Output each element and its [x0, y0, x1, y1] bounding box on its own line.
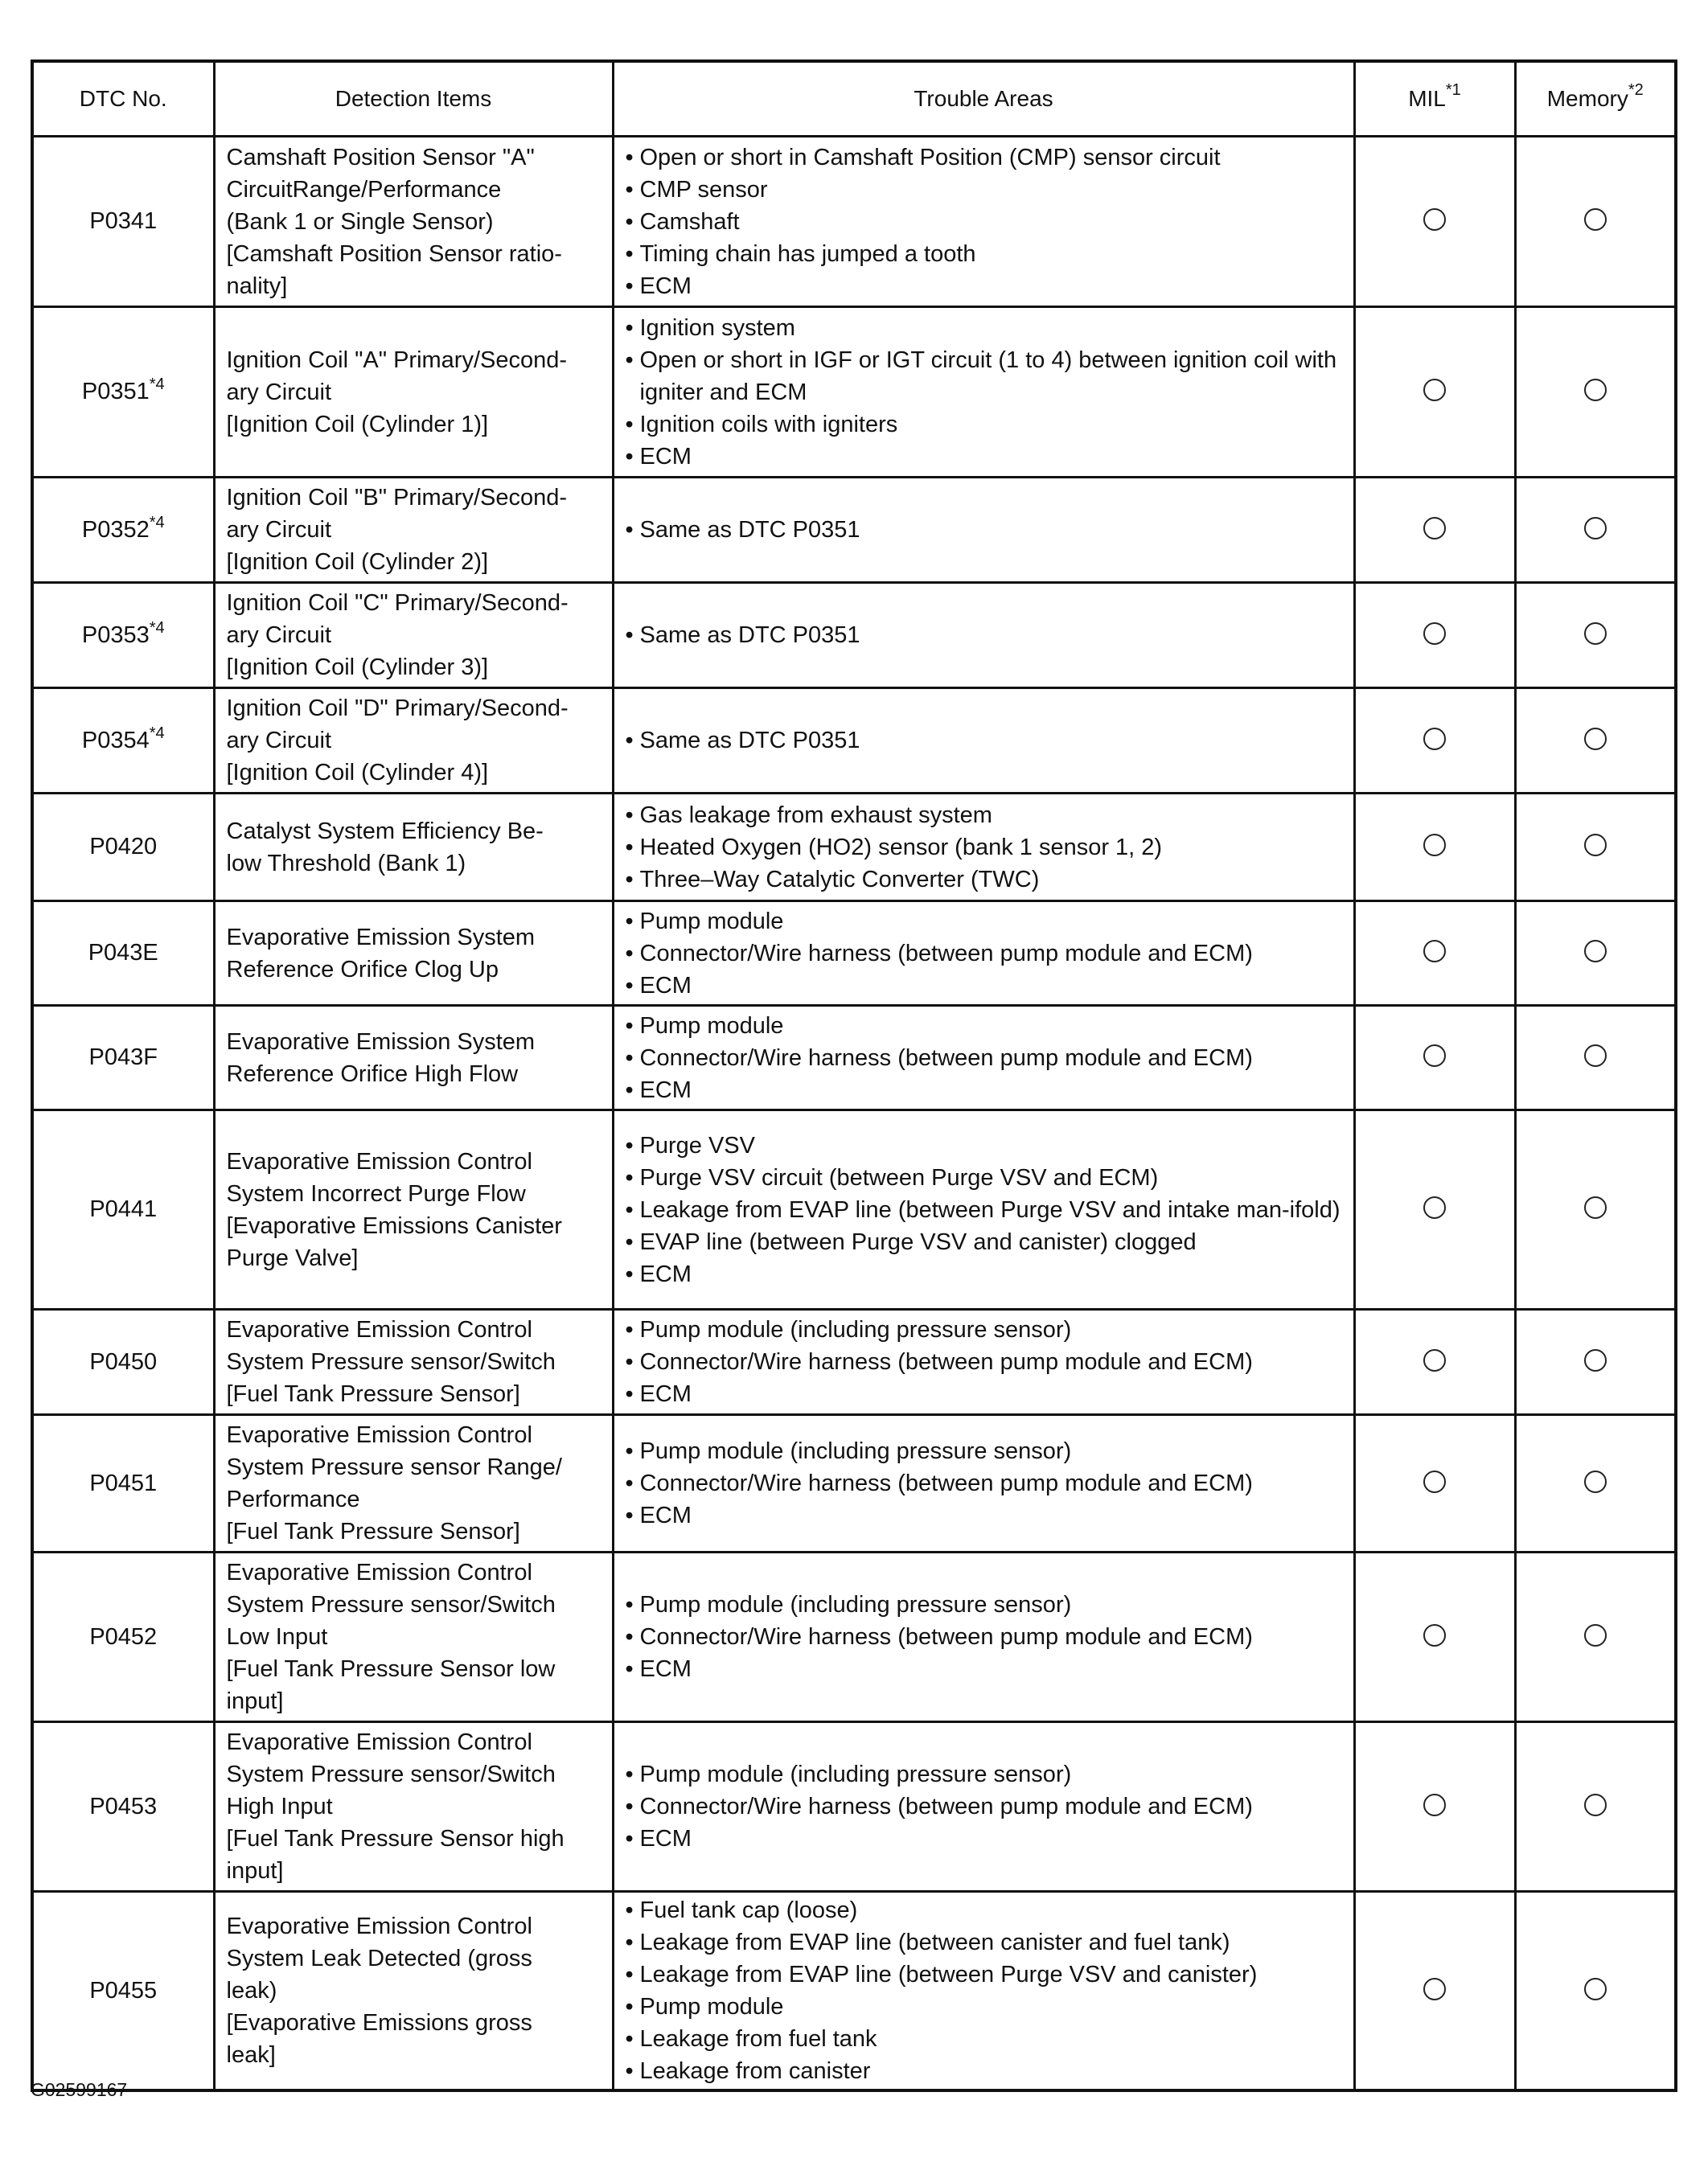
mil-cell: [1354, 478, 1515, 583]
trouble-area-text: Ignition coils with igniters: [639, 411, 898, 437]
trouble-area-item: [626, 1010, 1345, 1042]
bullet-icon: •: [625, 1762, 634, 1787]
trouble-area-text: ECM: [639, 1503, 692, 1528]
memory-circle-icon: [1584, 1794, 1607, 1816]
bullet-icon: •: [625, 1164, 634, 1191]
detection-item: Evaporative Emission Control System Pressure sensor/Switch Low Input [Fuel Tank Pressure Sensor low input]: [214, 1553, 613, 1722]
detection-item: Evaporative Emission Control System Leak Detected (gross leak) [Evaporative Emissions gross leak]: [214, 1892, 613, 2091]
trouble-area-text: ECM: [639, 1656, 692, 1682]
trouble-area-item: [626, 1499, 1345, 1532]
trouble-areas-cell: [613, 137, 1354, 307]
dtc-code: P043F: [88, 1044, 158, 1070]
detection-item: Ignition Coil "C" Primary/Second- ary Circuit [Ignition Coil (Cylinder 3)]: [214, 583, 613, 688]
dtc-code: P0455: [89, 1977, 158, 2004]
dtc-code-cell: [32, 1722, 214, 1892]
dtc-code: P0354: [81, 727, 150, 753]
memory-cell: [1515, 1553, 1676, 1722]
trouble-area-item: [626, 1959, 1345, 1991]
bullet-icon: •: [625, 347, 634, 373]
dtc-footnote-mark: *4: [149, 375, 165, 393]
dtc-code-cell: [32, 794, 214, 901]
mil-circle-icon: [1423, 517, 1446, 539]
trouble-area-text: EVAP line (between Purge VSV and canister) clogged: [639, 1229, 1197, 1255]
mil-cell: [1354, 1006, 1515, 1110]
dtc-code-cell: [32, 1110, 214, 1310]
trouble-area-text: Purge VSV circuit (between Purge VSV and ECM): [639, 1164, 1159, 1191]
trouble-area-text: Open or short in Camshaft Position (CMP) sensor circuit: [639, 144, 1221, 170]
bullet-icon: •: [625, 908, 634, 934]
mil-cell: [1354, 1892, 1515, 2091]
trouble-area-text: Pump module: [639, 908, 784, 934]
trouble-area-item: [626, 1991, 1345, 2023]
mil-circle-icon: [1423, 379, 1446, 401]
trouble-area-text: Pump module (including pressure sensor): [639, 1762, 1072, 1787]
detection-item: Catalyst System Efficiency Be- low Threshold (Bank 1): [214, 794, 613, 901]
trouble-area-item: [626, 441, 1345, 473]
bullet-icon: •: [625, 1438, 634, 1464]
header-memory-label: Memory: [1546, 86, 1628, 111]
bullet-icon: •: [625, 1930, 634, 1955]
header-detection-items: Detection Items: [214, 61, 613, 137]
dtc-code-cell: [32, 688, 214, 794]
trouble-area-text: Same as DTC P0351: [639, 622, 860, 648]
bullet-icon: •: [625, 1624, 634, 1650]
bullet-icon: •: [625, 208, 634, 235]
header-trouble-areas: Trouble Areas: [613, 61, 1354, 137]
trouble-area-item: [626, 1653, 1345, 1685]
detection-item: Evaporative Emission Control System Pressure sensor/Switch High Input [Fuel Tank Pressure Sensor high input]: [214, 1722, 613, 1892]
trouble-area-item: [626, 1346, 1345, 1378]
bullet-icon: •: [625, 834, 634, 860]
mil-circle-icon: [1423, 1471, 1446, 1493]
trouble-areas-cell: [613, 1110, 1354, 1310]
header-row: [32, 61, 1676, 137]
memory-cell: [1515, 1892, 1676, 2091]
trouble-area-text: ECM: [639, 1261, 692, 1287]
trouble-area-item: [626, 1194, 1345, 1226]
header-mil: [1354, 61, 1515, 137]
trouble-area-item: [626, 270, 1345, 302]
memory-circle-icon: [1584, 1471, 1607, 1493]
mil-cell: [1354, 1553, 1515, 1722]
memory-circle-icon: [1584, 728, 1607, 750]
mil-circle-icon: [1423, 834, 1446, 856]
detection-item: Evaporative Emission Control System Pressure sensor Range/ Performance [Fuel Tank Pressure Sensor]: [214, 1415, 613, 1553]
trouble-areas-list: [626, 1589, 1345, 1685]
memory-cell: [1515, 1110, 1676, 1310]
trouble-areas-list: [626, 1758, 1345, 1855]
trouble-area-item: [626, 1926, 1345, 1959]
memory-cell: [1515, 583, 1676, 688]
mil-circle-icon: [1423, 1624, 1446, 1647]
bullet-icon: •: [625, 314, 634, 341]
trouble-area-item: [626, 1758, 1345, 1791]
memory-cell: [1515, 901, 1676, 1006]
trouble-area-item: [626, 312, 1345, 344]
bullet-icon: •: [625, 2058, 634, 2084]
header-mil-label: MIL: [1408, 86, 1446, 111]
memory-circle-icon: [1584, 208, 1607, 231]
trouble-area-text: Connector/Wire harness (between pump module and ECM): [639, 1349, 1253, 1375]
trouble-areas-list: [626, 905, 1345, 1002]
bullet-icon: •: [625, 1077, 634, 1103]
bullet-icon: •: [625, 1012, 634, 1039]
dtc-code: P0453: [89, 1793, 158, 1819]
trouble-areas-list: [626, 1314, 1345, 1410]
mil-circle-icon: [1423, 1196, 1446, 1219]
trouble-area-text: Leakage from fuel tank: [639, 2026, 877, 2052]
trouble-area-text: Three–Way Catalytic Converter (TWC): [639, 866, 1040, 892]
trouble-area-text: Leakage from EVAP line (between Purge VSV and canister): [639, 1962, 1258, 1988]
mil-cell: [1354, 137, 1515, 307]
trouble-areas-list: [626, 1010, 1345, 1106]
dtc-code: P0452: [89, 1623, 158, 1650]
dtc-code: P0353: [81, 621, 150, 648]
bullet-icon: •: [625, 972, 634, 999]
detection-item: Evaporative Emission System Reference Orifice High Flow: [214, 1006, 613, 1110]
trouble-area-item: [626, 1042, 1345, 1074]
detection-item: Evaporative Emission System Reference Orifice Clog Up: [214, 901, 613, 1006]
trouble-areas-list: [626, 724, 1345, 757]
bullet-icon: •: [625, 1317, 634, 1343]
trouble-areas-cell: [613, 794, 1354, 901]
mil-circle-icon: [1423, 208, 1446, 231]
memory-circle-icon: [1584, 1978, 1607, 2000]
trouble-area-text: Connector/Wire harness (between pump module and ECM): [639, 1471, 1253, 1496]
trouble-area-item: [626, 1378, 1345, 1410]
memory-circle-icon: [1584, 834, 1607, 856]
trouble-areas-cell: [613, 688, 1354, 794]
dtc-code: P0341: [89, 208, 158, 234]
trouble-areas-list: [626, 799, 1345, 896]
trouble-area-item: [626, 238, 1345, 270]
dtc-code-cell: [32, 137, 214, 307]
detection-item: Ignition Coil "D" Primary/Second- ary Circuit [Ignition Coil (Cylinder 4)]: [214, 688, 613, 794]
bullet-icon: •: [625, 1503, 634, 1528]
trouble-area-text: Connector/Wire harness (between pump module and ECM): [639, 1044, 1253, 1071]
trouble-areas-cell: [613, 1553, 1354, 1722]
trouble-area-item: [626, 344, 1345, 408]
trouble-area-item: [626, 1258, 1345, 1290]
trouble-areas-list: [626, 514, 1345, 546]
dtc-footnote-mark: *4: [149, 724, 165, 742]
dtc-code: P0420: [89, 834, 158, 859]
bullet-icon: •: [625, 240, 634, 267]
bullet-icon: •: [625, 802, 634, 828]
mil-circle-icon: [1423, 622, 1446, 645]
trouble-area-text: Pump module (including pressure sensor): [639, 1317, 1072, 1343]
trouble-area-item: [626, 799, 1345, 831]
mil-cell: [1354, 794, 1515, 901]
trouble-area-text: ECM: [639, 273, 692, 299]
memory-circle-icon: [1584, 1624, 1607, 1647]
bullet-icon: •: [625, 1229, 634, 1255]
figure-id: G02599167: [31, 2079, 128, 2100]
trouble-area-item: [626, 831, 1345, 864]
detection-item: Evaporative Emission Control System Pressure sensor/Switch [Fuel Tank Pressure Sensor]: [214, 1310, 613, 1415]
mil-circle-icon: [1423, 1044, 1446, 1067]
trouble-area-text: Leakage from EVAP line (between canister and fuel tank): [639, 1930, 1230, 1955]
dtc-code-cell: [32, 1310, 214, 1415]
memory-cell: [1515, 1722, 1676, 1892]
dtc-code-cell: [32, 478, 214, 583]
dtc-footnote-mark: *4: [149, 513, 165, 531]
table-row: [32, 307, 1676, 478]
memory-cell: [1515, 137, 1676, 307]
mil-circle-icon: [1423, 1349, 1446, 1372]
dtc-code-cell: [32, 1553, 214, 1722]
trouble-area-item: [626, 174, 1345, 206]
trouble-area-item: [626, 1823, 1345, 1855]
dtc-table-body: [32, 137, 1676, 2091]
bullet-icon: •: [625, 1044, 634, 1071]
bullet-icon: •: [625, 176, 634, 203]
trouble-area-text: Heated Oxygen (HO2) sensor (bank 1 sensor 1, 2): [639, 834, 1163, 860]
trouble-area-item: [626, 1130, 1345, 1162]
bullet-icon: •: [625, 1381, 634, 1407]
detection-item: Camshaft Position Sensor "A" CircuitRange/Performance (Bank 1 or Single Sensor) [Camshaft Position Sensor ratio- nality]: [214, 137, 613, 307]
trouble-area-text: Purge VSV: [639, 1132, 755, 1159]
bullet-icon: •: [625, 517, 634, 543]
header-memory: [1515, 61, 1676, 137]
memory-cell: [1515, 1415, 1676, 1553]
trouble-area-item: [626, 1226, 1345, 1258]
dtc-code-cell: [32, 307, 214, 478]
trouble-area-text: Connector/Wire harness (between pump module and ECM): [639, 940, 1253, 966]
trouble-area-item: [626, 1074, 1345, 1106]
trouble-area-item: [626, 142, 1345, 174]
trouble-area-text: Pump module (including pressure sensor): [639, 1592, 1072, 1618]
bullet-icon: •: [625, 411, 634, 437]
trouble-area-text: CMP sensor: [639, 176, 768, 203]
trouble-area-item: [626, 724, 1345, 757]
trouble-area-item: [626, 514, 1345, 546]
table-row: [32, 901, 1676, 1006]
trouble-area-item: [626, 905, 1345, 937]
trouble-area-text: Connector/Wire harness (between pump module and ECM): [639, 1794, 1253, 1819]
trouble-area-text: ECM: [639, 1381, 692, 1407]
trouble-area-item: [626, 1791, 1345, 1823]
trouble-areas-cell: [613, 1006, 1354, 1110]
table-row: [32, 478, 1676, 583]
trouble-area-item: [626, 1589, 1345, 1621]
mil-cell: [1354, 1415, 1515, 1553]
trouble-areas-cell: [613, 1892, 1354, 2091]
memory-circle-icon: [1584, 1196, 1607, 1219]
table-row: [32, 583, 1676, 688]
table-row: [32, 137, 1676, 307]
trouble-area-text: ECM: [639, 972, 692, 999]
header-dtc-no: DTC No.: [32, 61, 214, 137]
detection-item: Evaporative Emission Control System Incorrect Purge Flow [Evaporative Emissions Canister Purge Valve]: [214, 1110, 613, 1310]
dtc-code-cell: [32, 583, 214, 688]
dtc-code: P0441: [89, 1196, 158, 1222]
mil-cell: [1354, 1310, 1515, 1415]
trouble-area-text: Camshaft: [639, 208, 740, 235]
trouble-area-item: [626, 1314, 1345, 1346]
bullet-icon: •: [625, 940, 634, 966]
detection-item: Ignition Coil "A" Primary/Second- ary Circuit [Ignition Coil (Cylinder 1)]: [214, 307, 613, 478]
trouble-area-text: Connector/Wire harness (between pump module and ECM): [639, 1624, 1253, 1650]
dtc-code: P0450: [89, 1348, 158, 1375]
trouble-area-text: ECM: [639, 1077, 692, 1103]
table-row: [32, 1415, 1676, 1553]
mil-cell: [1354, 583, 1515, 688]
table-row: [32, 794, 1676, 901]
trouble-areas-list: [626, 1130, 1345, 1290]
trouble-area-item: [626, 1621, 1345, 1653]
dtc-code: P0451: [89, 1470, 158, 1496]
trouble-areas-cell: [613, 307, 1354, 478]
bullet-icon: •: [625, 2026, 634, 2052]
trouble-areas-list: [626, 312, 1345, 473]
trouble-areas-list: [626, 1894, 1345, 2087]
trouble-area-text: ECM: [639, 1826, 692, 1852]
trouble-area-text: Ignition system: [639, 314, 795, 341]
bullet-icon: •: [625, 1471, 634, 1496]
table-row: [32, 1892, 1676, 2091]
memory-cell: [1515, 307, 1676, 478]
trouble-areas-list: [626, 619, 1345, 651]
dtc-footnote-mark: *4: [149, 618, 165, 637]
trouble-area-text: Leakage from canister: [639, 2058, 871, 2084]
memory-circle-icon: [1584, 379, 1607, 401]
header-memory-note: *2: [1628, 81, 1644, 99]
table-row: [32, 1722, 1676, 1892]
mil-cell: [1354, 1722, 1515, 1892]
bullet-icon: •: [625, 1962, 634, 1988]
table-row: [32, 1110, 1676, 1310]
bullet-icon: •: [625, 1261, 634, 1287]
trouble-area-item: [626, 1467, 1345, 1499]
bullet-icon: •: [625, 866, 634, 892]
mil-cell: [1354, 688, 1515, 794]
memory-cell: [1515, 1310, 1676, 1415]
trouble-area-item: [626, 970, 1345, 1002]
trouble-areas-list: [626, 1435, 1345, 1532]
dtc-code-cell: [32, 1892, 214, 2091]
table-row: [32, 688, 1676, 794]
mil-cell: [1354, 1110, 1515, 1310]
dtc-code: P0352: [81, 516, 150, 543]
dtc-code-cell: [32, 901, 214, 1006]
bullet-icon: •: [625, 1132, 634, 1159]
trouble-area-item: [626, 408, 1345, 441]
mil-circle-icon: [1423, 1794, 1446, 1816]
trouble-area-item: [626, 1162, 1345, 1194]
trouble-areas-cell: [613, 1722, 1354, 1892]
dtc-code-cell: [32, 1415, 214, 1553]
trouble-area-item: [626, 864, 1345, 896]
trouble-area-text: ECM: [639, 443, 692, 470]
table-row: [32, 1006, 1676, 1110]
memory-circle-icon: [1584, 517, 1607, 539]
dtc-table: [31, 59, 1677, 2092]
trouble-area-text: Same as DTC P0351: [639, 728, 860, 753]
table-row: [32, 1553, 1676, 1722]
bullet-icon: •: [625, 144, 634, 170]
trouble-area-text: Timing chain has jumped a tooth: [639, 240, 976, 267]
detection-item: Ignition Coil "B" Primary/Second- ary Circuit [Ignition Coil (Cylinder 2)]: [214, 478, 613, 583]
bullet-icon: •: [625, 622, 634, 648]
trouble-areas-list: [626, 142, 1345, 302]
memory-cell: [1515, 1006, 1676, 1110]
mil-cell: [1354, 307, 1515, 478]
trouble-area-text: Gas leakage from exhaust system: [639, 802, 992, 828]
trouble-area-text: Leakage from EVAP line (between Purge VSV and intake man-ifold): [639, 1196, 1341, 1223]
dtc-code: P0351: [81, 379, 150, 404]
trouble-areas-cell: [613, 901, 1354, 1006]
mil-cell: [1354, 901, 1515, 1006]
trouble-areas-cell: [613, 1415, 1354, 1553]
memory-circle-icon: [1584, 1349, 1607, 1372]
trouble-area-text: Pump module (including pressure sensor): [639, 1438, 1072, 1464]
bullet-icon: •: [625, 443, 634, 470]
header-mil-note: *1: [1445, 81, 1461, 99]
memory-cell: [1515, 794, 1676, 901]
trouble-areas-cell: [613, 478, 1354, 583]
trouble-area-text: Fuel tank cap (loose): [639, 1897, 858, 1923]
bullet-icon: •: [625, 1994, 634, 2020]
dtc-code: P043E: [88, 940, 158, 966]
table-row: [32, 1310, 1676, 1415]
mil-circle-icon: [1423, 1978, 1446, 2000]
trouble-areas-cell: [613, 583, 1354, 688]
bullet-icon: •: [625, 1592, 634, 1618]
trouble-area-item: [626, 206, 1345, 238]
memory-circle-icon: [1584, 622, 1607, 645]
memory-circle-icon: [1584, 1044, 1607, 1067]
trouble-area-text: Pump module: [639, 1994, 784, 2020]
trouble-area-text: Open or short in IGF or IGT circuit (1 to 4) between ignition coil with igniter and ECM: [639, 347, 1337, 405]
trouble-area-item: [626, 2055, 1345, 2087]
trouble-area-item: [626, 1894, 1345, 1926]
mil-circle-icon: [1423, 728, 1446, 750]
bullet-icon: •: [625, 273, 634, 299]
bullet-icon: •: [625, 1897, 634, 1923]
bullet-icon: •: [625, 1656, 634, 1682]
memory-cell: [1515, 478, 1676, 583]
dtc-code-cell: [32, 1006, 214, 1110]
trouble-areas-cell: [613, 1310, 1354, 1415]
bullet-icon: •: [625, 1794, 634, 1819]
memory-circle-icon: [1584, 940, 1607, 962]
trouble-area-item: [626, 619, 1345, 651]
trouble-area-item: [626, 1435, 1345, 1467]
memory-cell: [1515, 688, 1676, 794]
trouble-area-item: [626, 2023, 1345, 2055]
bullet-icon: •: [625, 1826, 634, 1852]
mil-circle-icon: [1423, 940, 1446, 962]
bullet-icon: •: [625, 1196, 634, 1223]
bullet-icon: •: [625, 1349, 634, 1375]
trouble-area-text: Same as DTC P0351: [639, 517, 860, 543]
bullet-icon: •: [625, 728, 634, 753]
trouble-area-text: Pump module: [639, 1012, 784, 1039]
trouble-area-item: [626, 937, 1345, 970]
